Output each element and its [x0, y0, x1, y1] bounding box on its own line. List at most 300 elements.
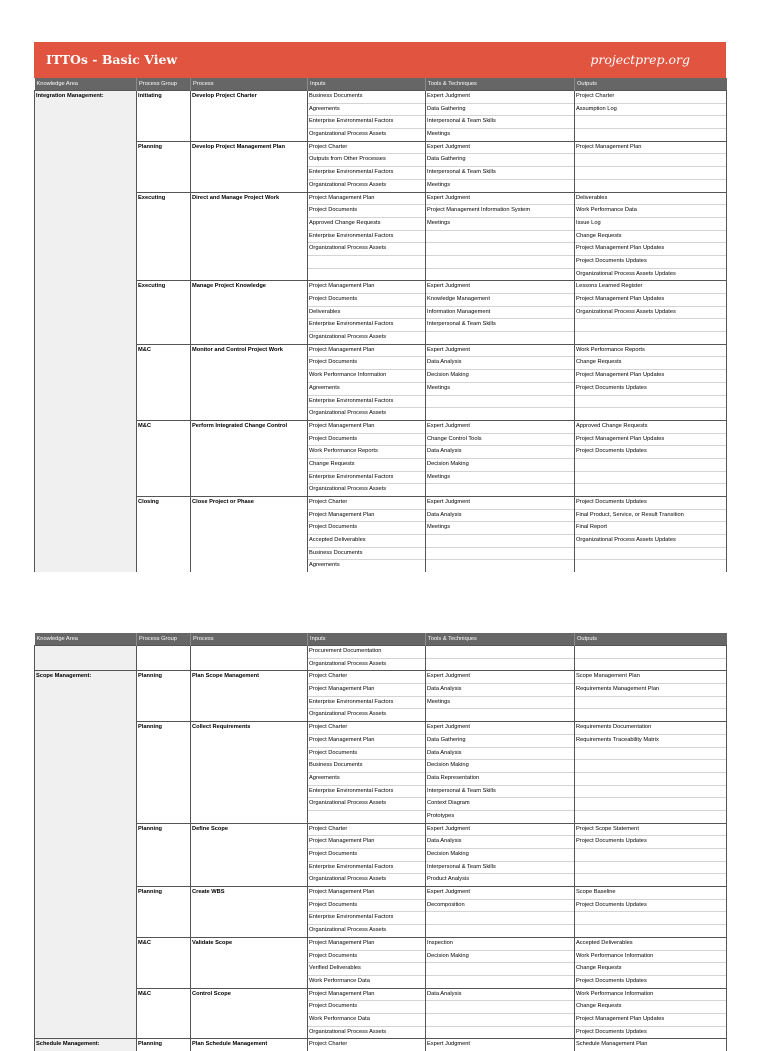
empty-line: [575, 459, 726, 472]
list-line: Project Documents: [308, 294, 425, 307]
process-group-cell: Planning: [137, 722, 191, 824]
tools-cell: [426, 722, 575, 824]
list-line: Project Management Plan: [308, 421, 425, 434]
list-line: Interpersonal & Team Skills: [426, 167, 574, 180]
list-line: Project Documents Updates: [576, 1028, 647, 1035]
list-line: Decomposition: [426, 900, 574, 913]
outputs-cell: [575, 823, 727, 886]
list-line: Enterprise Environmental Factors: [308, 862, 425, 875]
list-line: Data Analysis: [426, 357, 574, 370]
list-line: Data Gathering: [426, 104, 574, 117]
empty-line: [426, 659, 574, 671]
list-line: Project Management Plan Updates: [575, 243, 726, 256]
tools-cell: [426, 887, 575, 938]
list-line: Final Report: [575, 522, 726, 535]
list-line: Project Documents Updates: [576, 977, 647, 984]
process-group-cell: Closing: [137, 497, 191, 573]
empty-line: [575, 874, 726, 886]
list-line: Accepted Deliverables: [575, 938, 726, 951]
empty-line: [426, 963, 574, 976]
empty-line: [575, 154, 726, 167]
list-line: Project Charter: [308, 142, 425, 155]
process-group-cell: M&C: [137, 420, 191, 496]
list-line: Expert Judgment: [426, 722, 574, 735]
list-line: Project Documents Updates: [575, 383, 726, 396]
knowledge-area-cell: Scope Management:: [35, 671, 137, 722]
list-line: Agreements: [308, 773, 425, 786]
list-line: Work Performance Information: [575, 951, 726, 964]
table-row: [35, 420, 727, 496]
outputs-cell: [575, 722, 727, 824]
column-header: Knowledge Area: [35, 633, 137, 646]
empty-line: [308, 256, 425, 269]
list-line: Project Charter: [309, 1041, 348, 1048]
list-line: Meetings: [427, 131, 451, 138]
process-group-cell: Executing: [137, 192, 191, 281]
empty-line: [575, 116, 726, 129]
list-line: Expert Judgment: [426, 421, 574, 434]
list-line: Project Management Information System: [426, 205, 574, 218]
list-line: Expert Judgment: [426, 193, 574, 206]
list-line: Prototypes: [427, 812, 455, 819]
list-line: Organizational Process Assets: [308, 243, 425, 256]
list-line: Data Representation: [426, 773, 574, 786]
outputs-cell: [575, 988, 727, 1039]
outputs-cell: [575, 192, 727, 281]
tools-cell: [426, 192, 575, 281]
column-header: Process: [191, 633, 308, 646]
list-line: Project Documents: [308, 522, 425, 535]
list-line: Project Management Plan: [308, 735, 425, 748]
knowledge-area-cell: [35, 937, 137, 988]
process-cell: Plan Schedule Management: [191, 1039, 308, 1051]
list-line: Meetings: [426, 697, 574, 710]
empty-line: [575, 659, 726, 671]
table-row: [35, 722, 727, 824]
list-line: Project Management Plan: [308, 345, 425, 358]
list-line: Project Documents: [308, 434, 425, 447]
list-line: Project Documents Updates: [575, 900, 726, 913]
list-line: Interpersonal & Team Skills: [426, 116, 574, 129]
list-line: Assumption Log: [575, 104, 726, 117]
list-line: Project Documents: [308, 849, 425, 862]
inputs-cell: [308, 937, 426, 988]
list-line: Change Requests: [575, 1001, 726, 1014]
list-line: Agreements: [308, 104, 425, 117]
list-line: Organizational Process Assets: [309, 334, 387, 341]
empty-line: [426, 560, 574, 572]
process-cell: Plan Scope Management: [191, 671, 308, 722]
list-line: Enterprise Environmental Factors: [308, 319, 425, 332]
list-line: Organizational Process Assets: [309, 711, 387, 718]
empty-line: [575, 773, 726, 786]
empty-line: [575, 925, 726, 937]
empty-line: [426, 256, 574, 269]
tools-cell: [426, 344, 575, 420]
outputs-cell: [575, 141, 727, 192]
column-header: Knowledge Area: [35, 78, 137, 91]
list-line: Project Management Plan Updates: [575, 434, 726, 447]
list-line: Project Documents: [308, 951, 425, 964]
tools-cell: [426, 1039, 575, 1051]
empty-line: [575, 798, 726, 811]
list-line: Change Control Tools: [426, 434, 574, 447]
itto-table-page-2: [34, 633, 727, 1051]
knowledge-area-cell: [35, 141, 137, 192]
table-row: [35, 91, 727, 142]
knowledge-area-cell: Schedule Management:: [35, 1039, 137, 1051]
list-line: Accepted Deliverables: [308, 535, 425, 548]
table-row: [35, 671, 727, 722]
list-line: Project Documents Updates: [575, 836, 726, 849]
list-line: Project Management Plan: [308, 281, 425, 294]
list-line: Project Documents: [308, 900, 425, 913]
title-banner: [34, 42, 726, 78]
process-cell: Validate Scope: [191, 937, 308, 988]
process-group-cell: Executing: [137, 281, 191, 344]
empty-line: [308, 811, 425, 823]
table-row: [35, 497, 727, 573]
list-line: Project Management Plan Updates: [575, 294, 726, 307]
empty-line: [575, 319, 726, 332]
list-line: Decision Making: [426, 849, 574, 862]
inputs-cell: [308, 823, 426, 886]
table-row: [35, 887, 727, 938]
empty-line: [575, 408, 726, 420]
empty-line: [426, 1027, 574, 1039]
column-header: Outputs: [575, 78, 727, 91]
list-line: Knowledge Management: [426, 294, 574, 307]
column-header: Inputs: [308, 78, 426, 91]
list-line: Business Documents: [308, 760, 425, 773]
tools-cell: [426, 420, 575, 496]
list-line: Expert Judgment: [426, 281, 574, 294]
list-line: Interpersonal & Team Skills: [426, 786, 574, 799]
table-row: [35, 192, 727, 281]
tools-cell: [426, 988, 575, 1039]
list-line: Project Documents: [308, 1001, 425, 1014]
process-group-cell: M&C: [137, 988, 191, 1039]
list-line: Enterprise Environmental Factors: [308, 396, 425, 409]
list-line: Meetings: [426, 383, 574, 396]
list-line: Organizational Process Assets Updates: [575, 307, 726, 320]
empty-line: [426, 408, 574, 420]
knowledge-area-cell: [35, 823, 137, 886]
process-cell: Create WBS: [191, 887, 308, 938]
tools-cell: [426, 646, 575, 671]
list-line: Project Charter: [308, 671, 425, 684]
list-line: Project Management Plan: [308, 887, 425, 900]
list-line: Meetings: [426, 522, 574, 535]
list-line: Project Documents: [308, 357, 425, 370]
table-row: [35, 1039, 727, 1051]
tools-cell: [426, 281, 575, 344]
list-line: Change Requests: [575, 231, 726, 244]
process-group-cell: Planning: [137, 671, 191, 722]
outputs-cell: [575, 887, 727, 938]
list-line: Data Analysis: [426, 446, 574, 459]
list-line: Schedule Management Plan: [576, 1041, 648, 1048]
process-group-cell: M&C: [137, 937, 191, 988]
knowledge-area-cell: [35, 887, 137, 938]
column-header: Tools & Techniques: [426, 633, 575, 646]
empty-line: [426, 548, 574, 561]
list-line: Scope Management Plan: [575, 671, 726, 684]
knowledge-area-cell: [35, 646, 137, 671]
continuation-row: [35, 646, 727, 671]
sheet-page-1: [34, 42, 726, 572]
list-line: Deliverables: [308, 307, 425, 320]
list-line: Organizational Process Assets: [309, 927, 387, 934]
inputs-cell: [308, 497, 426, 573]
tools-cell: [426, 91, 575, 142]
empty-line: [575, 560, 726, 572]
outputs-cell: [575, 646, 727, 671]
knowledge-area-cell: [35, 722, 137, 824]
outputs-cell: [575, 671, 727, 722]
list-line: Change Requests: [308, 459, 425, 472]
empty-line: [426, 484, 574, 496]
list-line: Work Performance Information: [575, 989, 726, 1002]
empty-line: [426, 1001, 574, 1014]
list-line: Work Performance Data: [575, 205, 726, 218]
list-line: Project Management Plan: [575, 142, 726, 155]
inputs-cell: [308, 722, 426, 824]
list-line: Enterprise Environmental Factors: [308, 697, 425, 710]
table-row: [35, 988, 727, 1039]
column-header: Tools & Techniques: [426, 78, 575, 91]
list-line: Project Management Plan Updates: [575, 1014, 726, 1027]
inputs-cell: [308, 192, 426, 281]
list-line: Project Management Plan: [308, 684, 425, 697]
list-line: Project Charter: [575, 91, 726, 104]
list-line: Lessons Learned Register: [575, 281, 726, 294]
empty-line: [575, 472, 726, 485]
list-line: Approved Change Requests: [308, 218, 425, 231]
inputs-cell: [308, 141, 426, 192]
list-line: Agreements: [309, 562, 340, 569]
list-line: Procurement Documentation: [308, 646, 425, 659]
list-line: Expert Judgment: [426, 887, 574, 900]
list-line: Work Performance Data: [308, 1014, 425, 1027]
empty-line: [426, 269, 574, 281]
column-header: Process Group: [137, 633, 191, 646]
list-line: Project Documents Updates: [575, 446, 726, 459]
tools-cell: [426, 823, 575, 886]
list-line: Inspection: [426, 938, 574, 951]
empty-line: [575, 332, 726, 344]
list-line: Agreements: [308, 383, 425, 396]
table-row: [35, 823, 727, 886]
inputs-cell: [308, 281, 426, 344]
list-line: Meetings: [426, 472, 574, 485]
knowledge-area-cell: [35, 281, 137, 344]
list-line: Context Diagram: [426, 798, 574, 811]
column-header: Inputs: [308, 633, 426, 646]
list-line: Project Documents Updates: [575, 497, 726, 510]
list-line: Work Performance Information: [308, 370, 425, 383]
list-line: Product Analysis: [427, 876, 470, 883]
list-line: Data Analysis: [426, 836, 574, 849]
list-line: Outputs from Other Processes: [308, 154, 425, 167]
outputs-cell: [575, 91, 727, 142]
process-group-cell: [137, 646, 191, 671]
list-line: Expert Judgment: [426, 671, 574, 684]
column-header-row: [35, 78, 727, 91]
empty-line: [308, 269, 425, 281]
list-line: Change Requests: [575, 963, 726, 976]
list-line: Organizational Process Assets: [309, 876, 387, 883]
process-cell: Direct and Manage Project Work: [191, 192, 308, 281]
list-line: Data Analysis: [426, 989, 574, 1002]
list-line: Enterprise Environmental Factors: [308, 116, 425, 129]
knowledge-area-cell: [35, 988, 137, 1039]
knowledge-area-cell: [35, 497, 137, 573]
list-line: Enterprise Environmental Factors: [308, 786, 425, 799]
empty-line: [426, 231, 574, 244]
list-line: Data Gathering: [426, 735, 574, 748]
list-line: Project Management Plan: [308, 989, 425, 1002]
column-header-row: [35, 633, 727, 646]
list-line: Expert Judgment: [426, 91, 574, 104]
list-line: Project Charter: [308, 497, 425, 510]
process-cell: Collect Requirements: [191, 722, 308, 824]
process-group-cell: Planning: [137, 823, 191, 886]
list-line: Organizational Process Assets: [309, 131, 387, 138]
list-line: Enterprise Environmental Factors: [308, 472, 425, 485]
list-line: Decision Making: [426, 370, 574, 383]
list-line: Work Performance Reports: [308, 446, 425, 459]
list-line: Organizational Process Assets Updates: [576, 270, 676, 277]
site-name: projectprep.org: [590, 52, 690, 67]
outputs-cell: [575, 937, 727, 988]
list-line: Project Charter: [308, 722, 425, 735]
process-cell: Perform Integrated Change Control: [191, 420, 308, 496]
list-line: Work Performance Data: [309, 977, 370, 984]
list-line: Decision Making: [426, 459, 574, 472]
empty-line: [575, 548, 726, 561]
tools-cell: [426, 671, 575, 722]
empty-line: [575, 912, 726, 925]
empty-line: [575, 760, 726, 773]
list-line: Final Product, Service, or Result Transition: [575, 510, 726, 523]
empty-line: [575, 129, 726, 141]
itto-table-page-1: [34, 78, 727, 572]
empty-line: [426, 976, 574, 988]
empty-line: [575, 748, 726, 761]
list-line: Project Documents Updates: [575, 256, 726, 269]
list-line: Data Analysis: [426, 510, 574, 523]
list-line: Approved Change Requests: [575, 421, 726, 434]
empty-line: [575, 849, 726, 862]
list-line: Organizational Process Assets: [308, 798, 425, 811]
empty-line: [426, 925, 574, 937]
empty-line: [575, 396, 726, 409]
inputs-cell: [308, 1039, 426, 1051]
process-cell: [191, 646, 308, 671]
list-line: Enterprise Environmental Factors: [308, 167, 425, 180]
list-line: Decision Making: [426, 951, 574, 964]
list-line: Expert Judgment: [426, 824, 574, 837]
list-line: Organizational Process Assets: [309, 1028, 387, 1035]
empty-line: [426, 332, 574, 344]
list-line: Project Documents: [308, 205, 425, 218]
list-line: Data Analysis: [426, 748, 574, 761]
empty-line: [426, 396, 574, 409]
process-cell: Monitor and Control Project Work: [191, 344, 308, 420]
list-line: Data Gathering: [426, 154, 574, 167]
table-row: [35, 281, 727, 344]
list-line: Project Management Plan Updates: [575, 370, 726, 383]
list-line: Information Management: [426, 307, 574, 320]
tools-cell: [426, 497, 575, 573]
outputs-cell: [575, 344, 727, 420]
process-cell: Close Project or Phase: [191, 497, 308, 573]
knowledge-area-cell: [35, 344, 137, 420]
table-row: [35, 344, 727, 420]
list-line: Expert Judgment: [426, 345, 574, 358]
empty-line: [426, 1014, 574, 1027]
list-line: Project Documents: [308, 748, 425, 761]
empty-line: [575, 862, 726, 875]
tools-cell: [426, 937, 575, 988]
empty-line: [575, 697, 726, 710]
list-line: Interpersonal & Team Skills: [426, 862, 574, 875]
inputs-cell: [308, 91, 426, 142]
list-line: Organizational Process Assets: [309, 181, 387, 188]
empty-line: [575, 786, 726, 799]
list-line: Work Performance Reports: [575, 345, 726, 358]
list-line: Project Management Plan: [308, 836, 425, 849]
process-cell: Develop Project Management Plan: [191, 141, 308, 192]
empty-line: [426, 912, 574, 925]
table-row: [35, 937, 727, 988]
column-header: Outputs: [575, 633, 727, 646]
empty-line: [426, 535, 574, 548]
sheet-page-2: [34, 633, 726, 1051]
list-line: Decision Making: [426, 760, 574, 773]
column-header: Process: [191, 78, 308, 91]
empty-line: [426, 646, 574, 659]
process-group-cell: Planning: [137, 1039, 191, 1051]
list-line: Organizational Process Assets Updates: [575, 535, 726, 548]
outputs-cell: [575, 281, 727, 344]
list-line: Requirements Documentation: [575, 722, 726, 735]
outputs-cell: [575, 1039, 727, 1051]
inputs-cell: [308, 671, 426, 722]
inputs-cell: [308, 988, 426, 1039]
list-line: Scope Baseline: [575, 887, 726, 900]
process-group-cell: Planning: [137, 141, 191, 192]
knowledge-area-cell: [35, 420, 137, 496]
list-line: Project Management Plan: [308, 193, 425, 206]
column-header: Process Group: [137, 78, 191, 91]
list-line: Requirements Management Plan: [575, 684, 726, 697]
empty-line: [575, 180, 726, 192]
process-cell: Control Scope: [191, 988, 308, 1039]
list-line: Business Documents: [308, 91, 425, 104]
process-cell: Develop Project Charter: [191, 91, 308, 142]
list-line: Meetings: [426, 218, 574, 231]
list-line: Issue Log: [575, 218, 726, 231]
empty-line: [426, 243, 574, 256]
list-line: Enterprise Environmental Factors: [308, 231, 425, 244]
sheet-title: ITTOs - Basic View: [46, 52, 178, 67]
list-line: Verified Deliverables: [308, 963, 425, 976]
empty-line: [426, 709, 574, 721]
list-line: Expert Judgment: [426, 142, 574, 155]
list-line: Project Scope Statement: [575, 824, 726, 837]
